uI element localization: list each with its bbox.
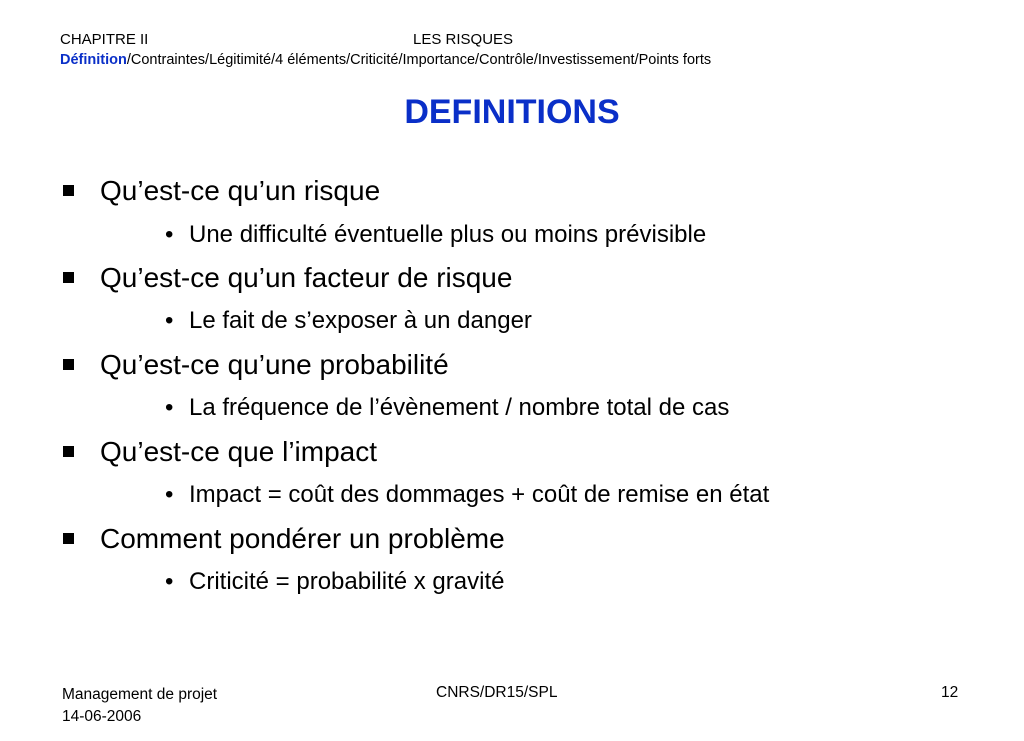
question-text: Qu’est-ce que l’impact	[100, 436, 378, 467]
bullet-dot-icon: •	[165, 307, 174, 334]
square-bullet-icon	[63, 185, 74, 196]
square-bullet-icon	[63, 272, 74, 283]
bullet-dot-icon: •	[165, 394, 174, 421]
square-bullet-icon	[63, 359, 74, 370]
question-text: Qu’est-ce qu’un risque	[100, 175, 381, 206]
chapter-label: CHAPITRE II	[60, 31, 149, 48]
bullet-dot-icon: •	[165, 481, 174, 508]
answer-text: Le fait de s’exposer à un danger	[189, 307, 532, 334]
question-text: Qu’est-ce qu’un facteur de risque	[100, 262, 513, 293]
topic-label: LES RISQUES	[413, 31, 514, 48]
breadcrumb	[60, 52, 711, 68]
breadcrumb-active: Définition	[60, 52, 127, 68]
bullet-dot-icon: •	[165, 221, 174, 248]
square-bullet-icon	[63, 533, 74, 544]
question-text: Comment pondérer un problème	[100, 523, 505, 554]
page-number: 12	[941, 684, 959, 701]
footer-course-block	[62, 684, 217, 728]
footer-course: Management de projet	[62, 686, 218, 703]
square-bullet-icon	[63, 446, 74, 457]
footer-org: CNRS/DR15/SPL	[436, 684, 558, 701]
answer-text: Une difficulté éventuelle plus ou moins prévisible	[189, 221, 707, 248]
question-text: Qu’est-ce qu’une probabilité	[100, 349, 449, 380]
footer-date: 14-06-2006	[62, 708, 142, 725]
breadcrumb-rest: /Contraintes/Légitimité/4 éléments/Criticité/Importance/Contrôle/Investissement/Points forts	[126, 52, 712, 68]
answer-text: Criticité = probabilité x gravité	[189, 568, 505, 595]
answer-text: Impact = coût des dommages + coût de remise en état	[189, 481, 770, 508]
answer-text: La fréquence de l’évènement / nombre total de cas	[189, 394, 730, 421]
bullet-dot-icon: •	[165, 568, 174, 595]
slide-title: DEFINITIONS	[404, 93, 620, 131]
